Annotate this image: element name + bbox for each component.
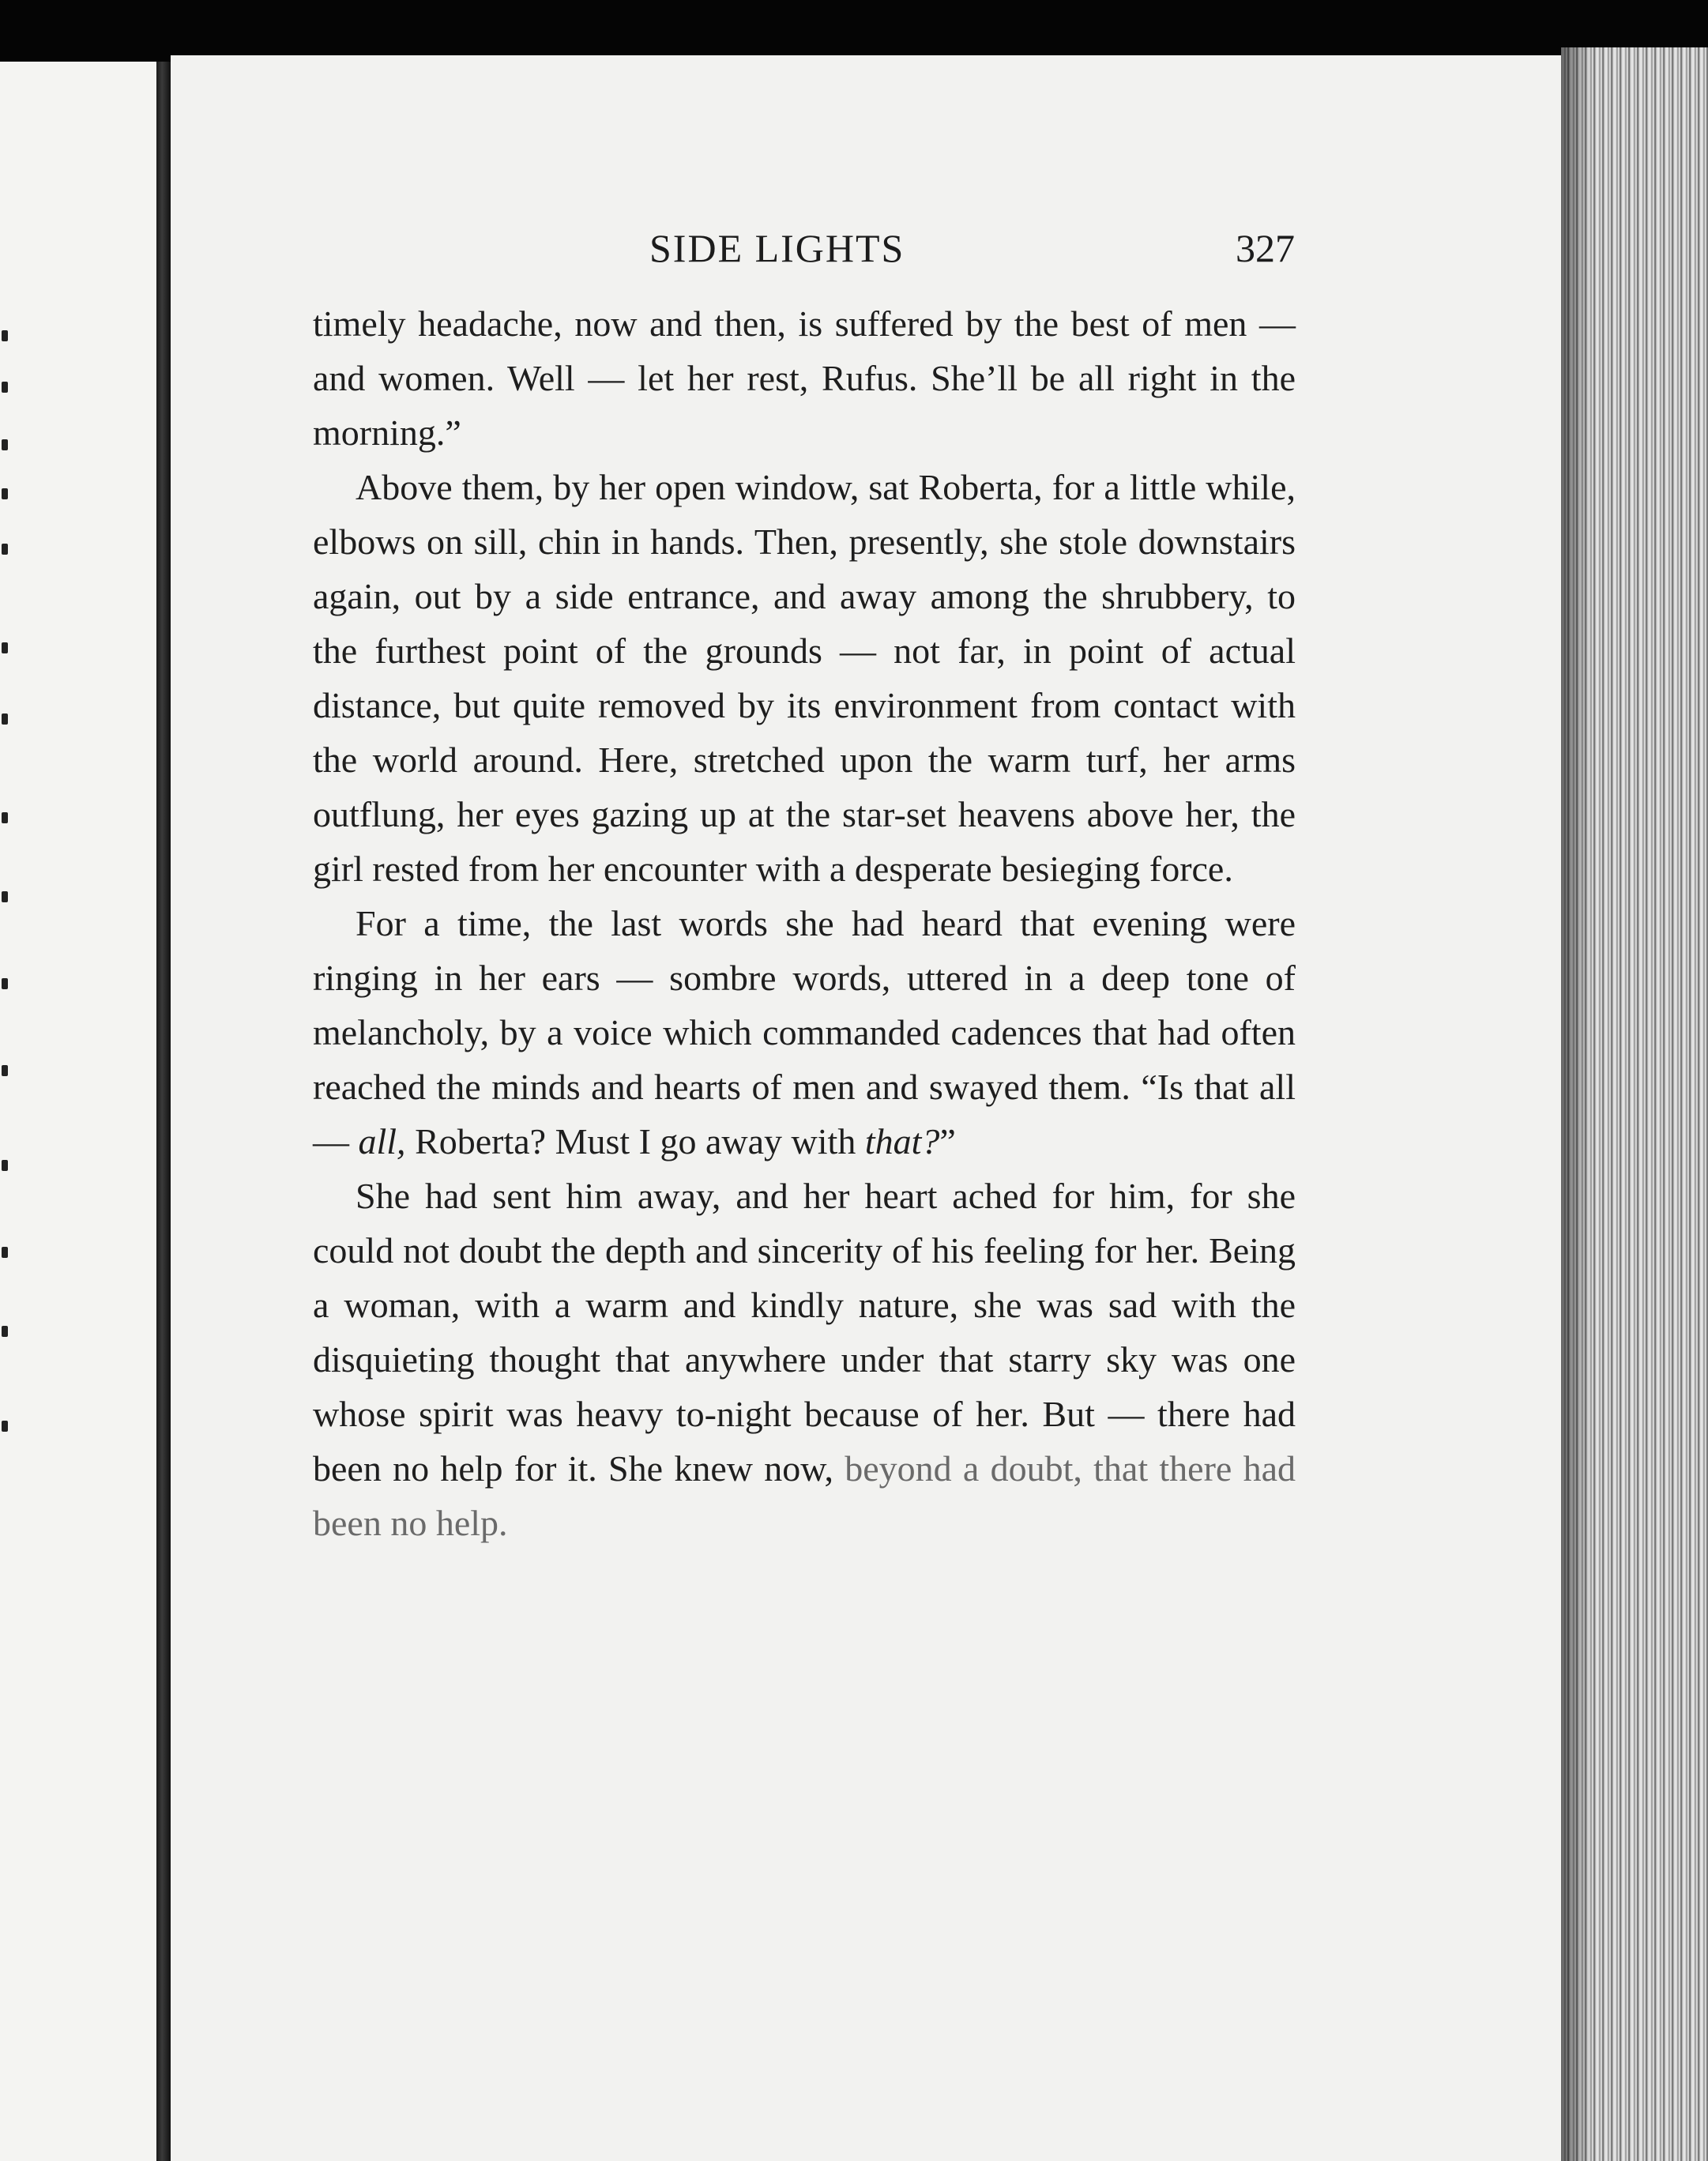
paragraph xyxy=(313,460,1296,896)
text-run: beyond a doubt, that there had been no help. xyxy=(313,1448,1296,1543)
text-run: She had sent him away, and her heart ached for him, for she could not doubt the depth and sincerity of his feeling for her. Being a woman, with a warm and kindly nature, she was sad with the disquieting thought that anywhere under that starry sky was one whose spirit was heavy to-night because of her. But — there had been no help for it. She knew now, xyxy=(313,1176,1296,1489)
italic-text: all, xyxy=(358,1121,406,1161)
body-text xyxy=(313,296,1296,1550)
text-run: timely headache, now and then, is suffered by the best of men — and women. Well — let her rest, Rufus. She’ll be all right in the morning.” xyxy=(313,303,1296,453)
text-run: ” xyxy=(939,1121,956,1161)
book-gutter xyxy=(156,62,171,2161)
text-run: Roberta? Must I go away with xyxy=(405,1121,865,1161)
text-run: For a time, the last words she had heard that evening were ringing in her ears — sombre words, uttered in a deep tone of melancholy, by a voice which commanded cadences that had often reached the minds and hearts of men and swayed them. “Is that all — xyxy=(313,903,1296,1161)
page-stack-shadow xyxy=(1561,47,1593,2161)
italic-text: that? xyxy=(864,1121,940,1161)
page-number: 327 xyxy=(1236,226,1295,270)
text-run: Above them, by her open window, sat Roberta, for a little while, elbows on sill, chin in hands. Then, presently, she stole downstairs again, out by a side entrance, and away among the shrubbery, to the furthest point of the grounds — not far, in point of actual distance, but quite removed by its environment from contact with the world around. Here, stretched upon the warm turf, her arms outflung, her eyes gazing up at the star-set heavens above her, the girl rested from her encounter with a desperate besieging force. xyxy=(313,467,1296,889)
page-header xyxy=(171,225,1561,280)
paragraph xyxy=(313,896,1296,1169)
facing-page-edge xyxy=(0,62,156,2161)
running-head: SIDE LIGHTS xyxy=(649,226,905,270)
paragraph xyxy=(313,296,1296,460)
paragraph xyxy=(313,1169,1296,1550)
